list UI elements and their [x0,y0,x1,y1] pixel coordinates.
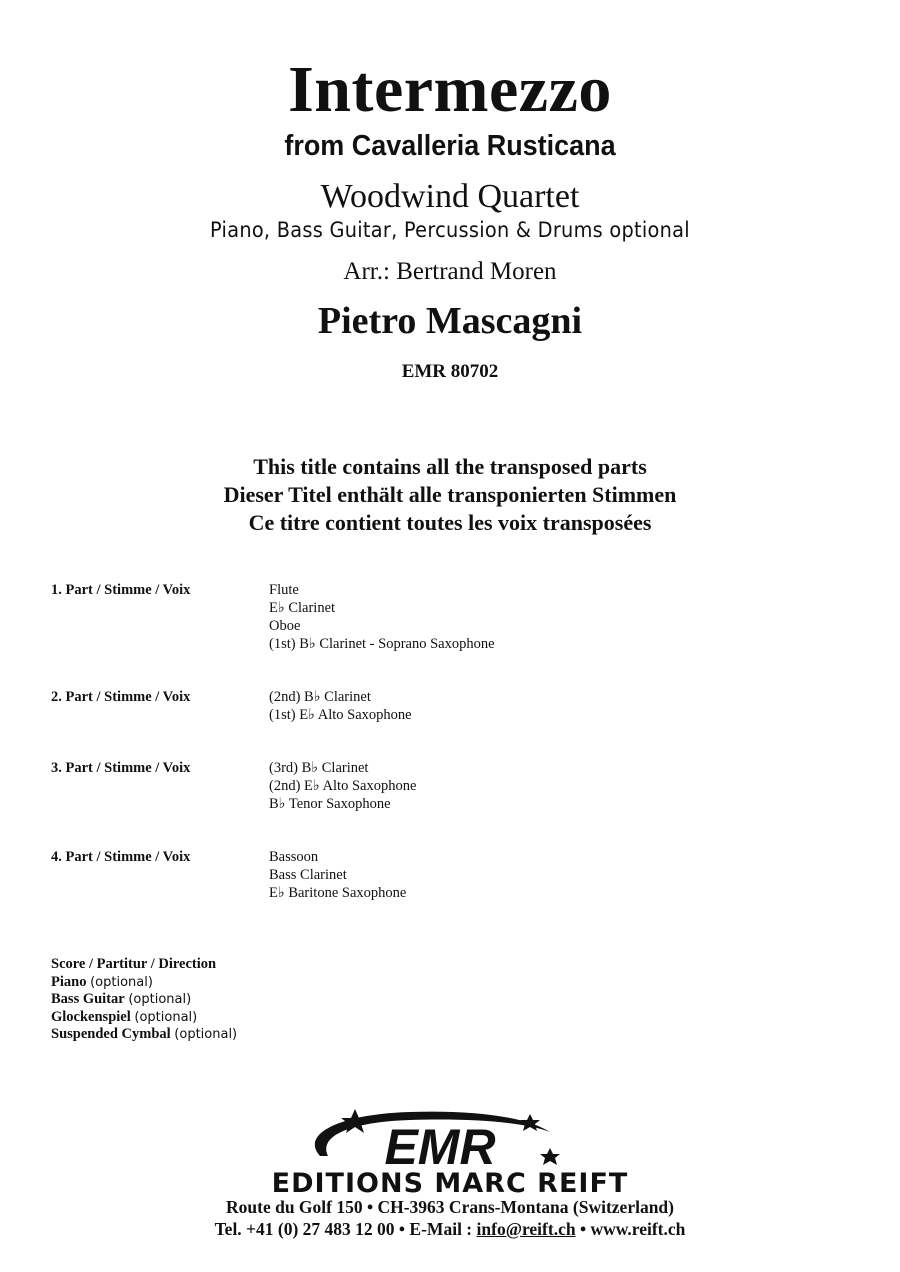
instrument-item: (2nd) B♭ Clarinet [269,689,371,705]
page-title: Intermezzo [288,53,612,126]
part-label-4: 4. Part / Stimme / Voix [51,849,191,865]
instrument-item: (3rd) B♭ Clarinet [269,760,369,776]
instrument-item: Bass Clarinet [269,867,347,883]
instrument-item: Flute [269,582,299,598]
emr-logo [300,1104,570,1174]
notice-german: Dieser Titel enthält alle transponierten Stimmen [223,482,677,507]
website-link[interactable]: • www.reift.ch [575,1219,686,1239]
composer: Pietro Mascagni [317,300,583,342]
arranger: Arr.: Bertrand Moren [343,258,557,285]
extras-item: Bass Guitar (optional) [51,991,192,1007]
extras-item: Suspended Cymbal (optional) [51,1026,238,1042]
part-label-3: 3. Part / Stimme / Voix [51,760,191,776]
part-instruments-2 [269,688,412,724]
part-instruments-1 [269,581,495,653]
optional-instruments: Piano, Bass Guitar, Percussion & Drums optional [210,218,690,242]
publisher-name: EDITIONS MARC REIFT [271,1168,629,1199]
svg-text:EMR: EMR [384,1119,496,1174]
notice-french: Ce titre contient toutes les voix transposées [248,510,652,535]
instrument-item: Bassoon [269,849,319,865]
publisher-address: Route du Golf 150 • CH-3963 Crans-Montana (Switzerland) [226,1197,674,1217]
extras-item: Piano (optional) [51,973,153,990]
part-label-1: 1. Part / Stimme / Voix [51,582,191,598]
publisher-contact: Tel. +41 (0) 27 483 12 00 • E-Mail : info@reift.ch • www.reift.ch [214,1219,686,1239]
part-instruments-4 [269,848,406,902]
instrument-item: (1st) B♭ Clarinet - Soprano Saxophone [269,636,495,652]
subtitle: from Cavalleria Rusticana [284,130,616,162]
instrument-item: (1st) E♭ Alto Saxophone [269,707,412,723]
part-instruments-3 [269,759,416,813]
part-label-2: 2. Part / Stimme / Voix [51,689,191,705]
catalog-number: EMR 80702 [401,361,499,382]
email-link[interactable]: info@reift.ch [476,1219,576,1239]
ensemble: Woodwind Quartet [320,178,580,215]
extras-item: Glockenspiel (optional) [51,1008,198,1025]
instrument-item: E♭ Baritone Saxophone [269,885,407,901]
instrument-item: B♭ Tenor Saxophone [269,796,391,812]
instrument-item: E♭ Clarinet [269,600,336,616]
notice-english: This title contains all the transposed parts [253,454,647,479]
instrument-item: (2nd) E♭ Alto Saxophone [269,778,417,794]
instrument-item: Oboe [269,618,301,634]
extras-item: Score / Partitur / Direction [51,956,217,972]
extras-list [51,956,237,1044]
